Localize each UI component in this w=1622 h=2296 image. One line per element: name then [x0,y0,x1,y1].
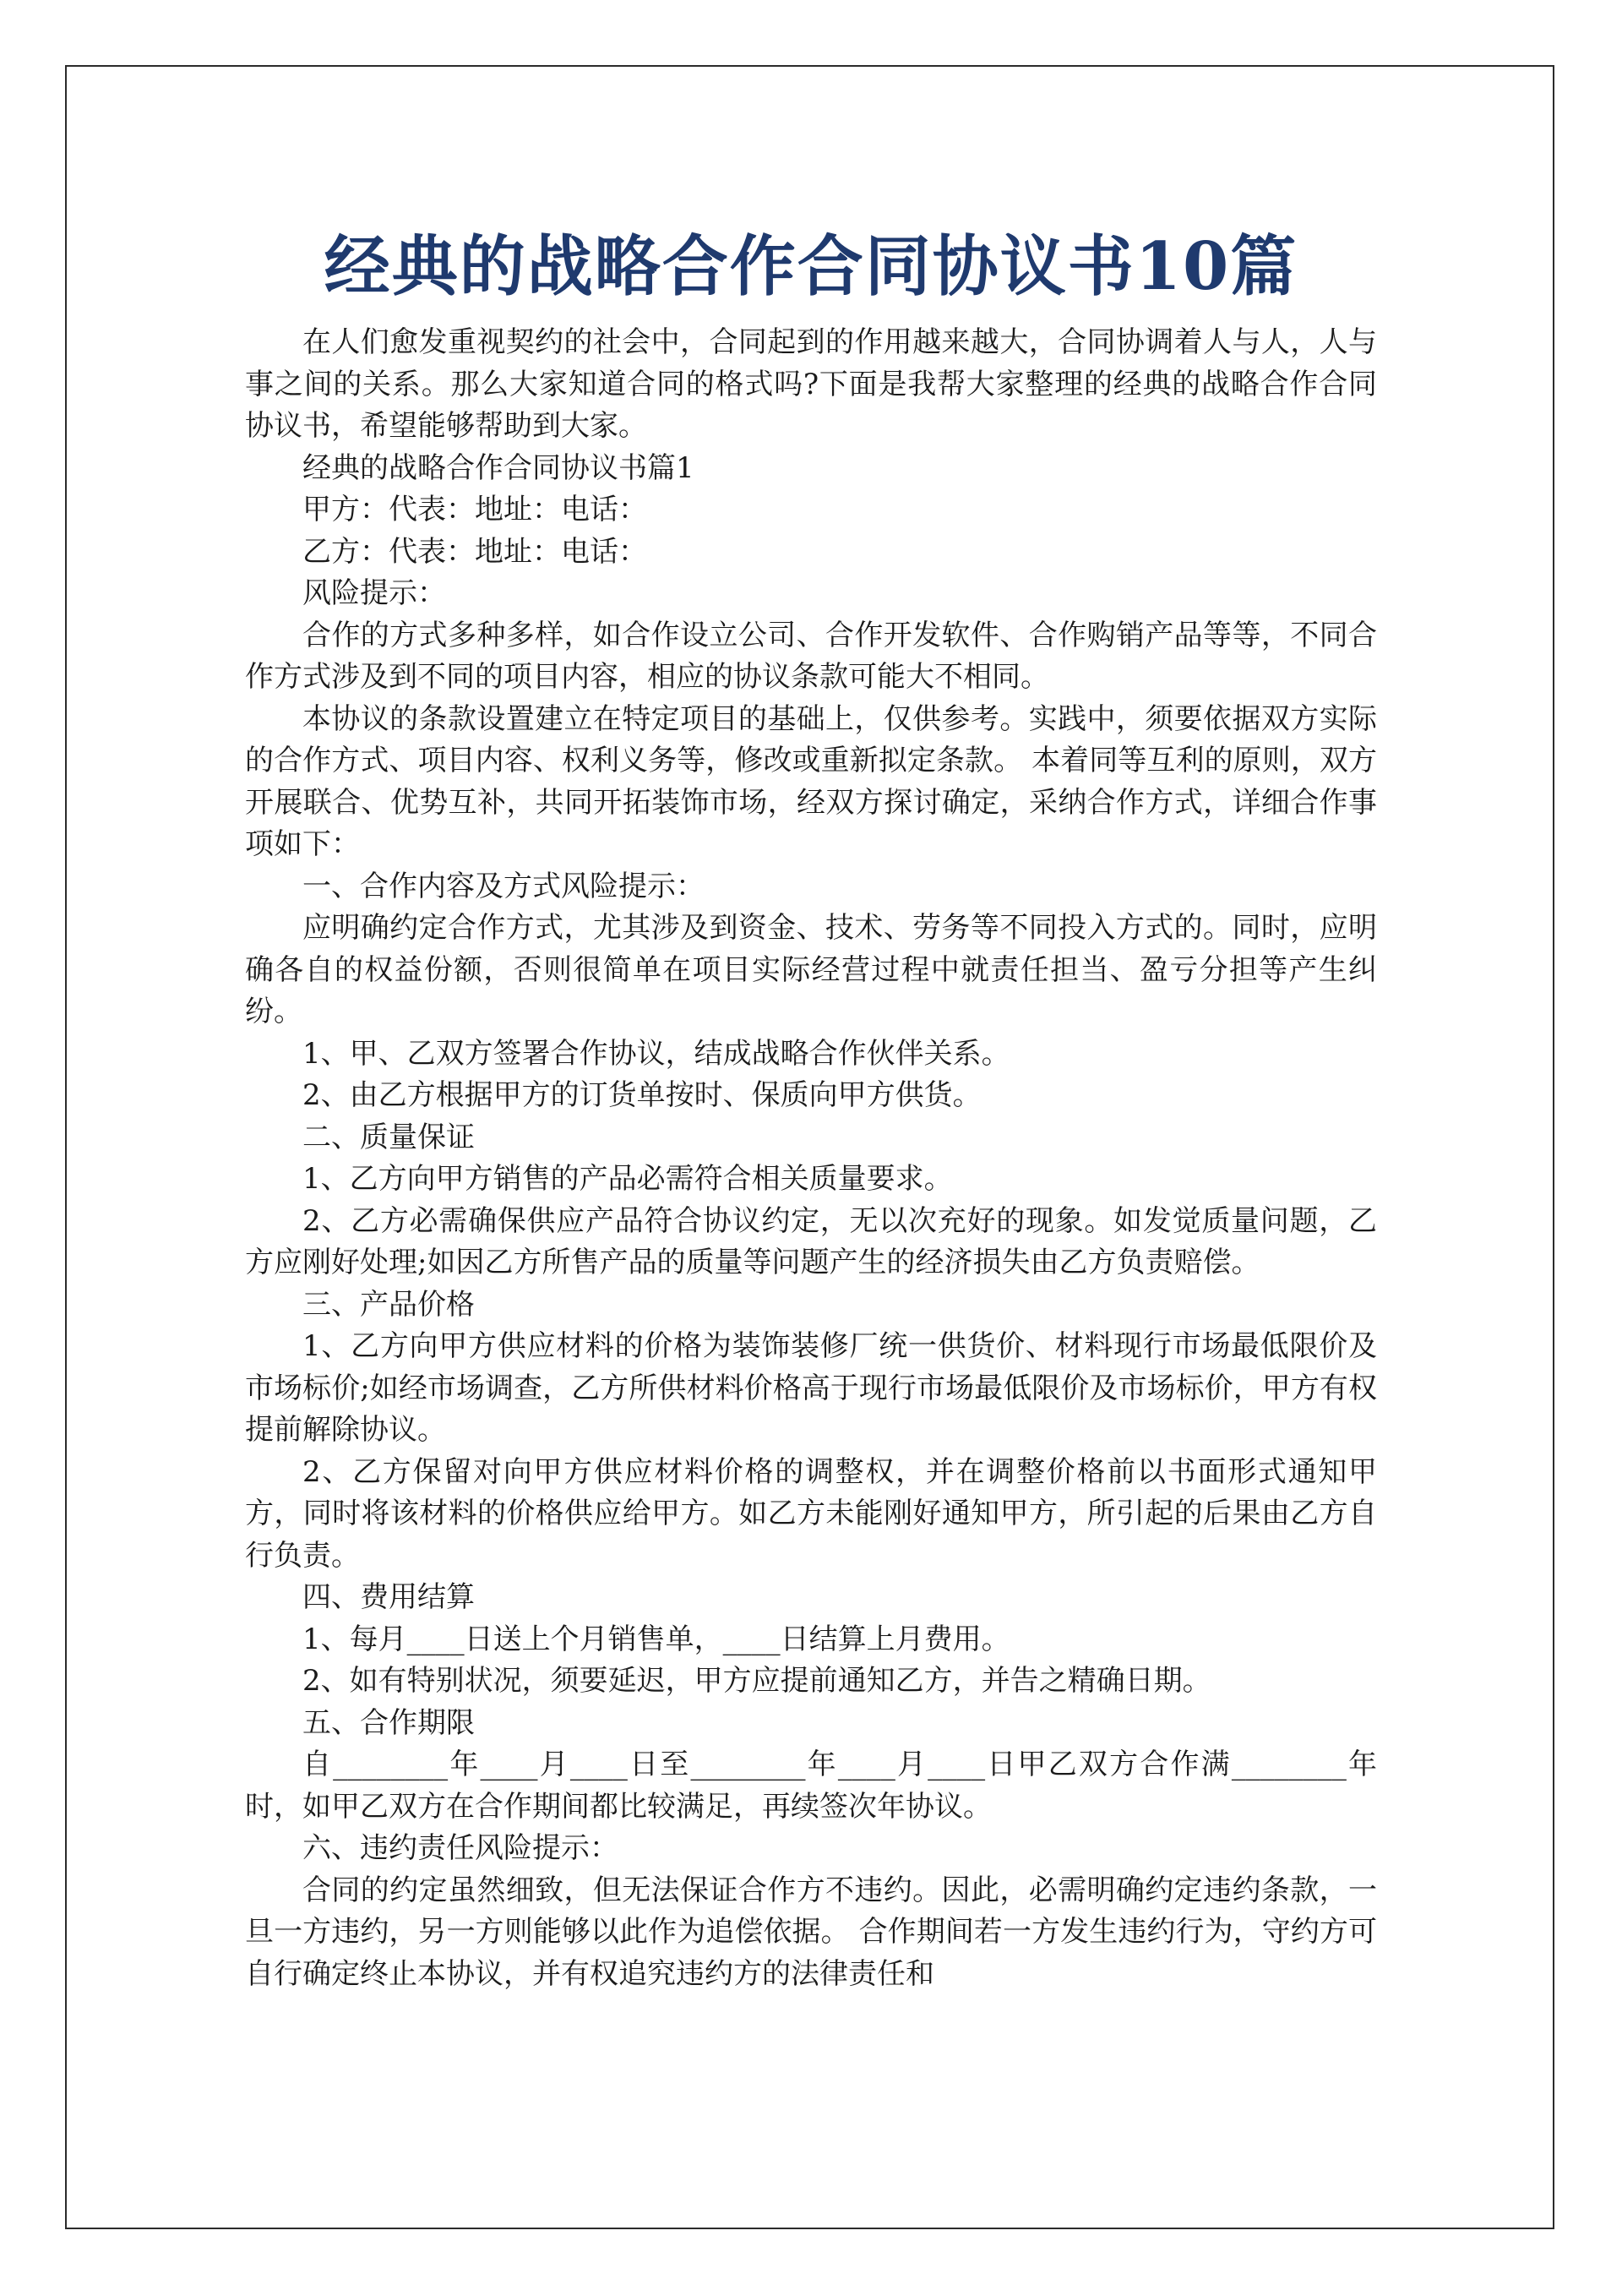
section-heading-3: 三、产品价格 [302,1287,475,1322]
document-body [245,322,1377,1995]
section-1-risk-paragraph: 应明确约定合作方式，尤其涉及到资金、技术、劳务等不同投入方式的。同时，应明确各自的权益份额，否则很简单在项目实际经营过程中就责任担当、盈亏分担等产生纠纷。 [245,911,1377,1028]
section-3-item-2: 2、乙方保留对向甲方供应材料价格的调整权，并在调整价格前以书面形式通知甲方，同时将该材料的价格供应给甲方。如乙方未能刚好通知甲方，所引起的后果由乙方自行负责。 [245,1454,1377,1573]
party-a-line: 甲方：代表：地址：电话： [302,493,647,526]
section-heading-5: 五、合作期限 [302,1705,475,1740]
section-heading-4: 四、费用结算 [302,1580,475,1614]
section-6-breach-paragraph: 合同的约定虽然细致，但无法保证合作方不违约。因此，必需明确约定违约条款，一旦一方违约，另一方则能够以此作为追偿依据。 合作期间若一方发生违约行为，守约方可自行确定终止本协议，并有权追究违约方的法律责任和 [245,1873,1377,1991]
clause-basis-paragraph: 本协议的条款设置建立在特定项目的基础上，仅供参考。实践中，须要依据双方实际的合作方式、项目内容、权利义务等，修改或重新拟定条款。 本着同等互利的原则，双方开展联合、优势互补，共同开拓装饰市场，经双方探讨确定，采纳合作方式，详细合作事项如下： [245,701,1377,861]
section-2-item-1: 1、乙方向甲方销售的产品必需符合相关质量要求。 [302,1162,953,1196]
section-2-item-2: 2、乙方必需确保供应产品符合协议约定，无以次充好的现象。如发觉质量问题，乙方应刚好处理;如因乙方所售产品的质量等问题产生的经济损失由乙方负责赔偿。 [245,1203,1377,1279]
section-heading-1: 一、合作内容及方式风险提示： [302,869,705,903]
section-5-term-paragraph: 自________年____月____日至________年____月____日甲乙双方合作满________年时，如甲乙双方在合作期间都比较满足，再续签次年协议。 [245,1748,1377,1824]
section-4-item-2: 2、如有特别状况，须要延迟，甲方应提前通知乙方，并告之精确日期。 [302,1664,1211,1698]
intro-paragraph: 在人们愈发重视契约的社会中，合同起到的作用越来越大，合同协调着人与人，人与事之间的关系。那么大家知道合同的格式吗?下面是我帮大家整理的经典的战略合作合同协议书，希望能够帮助到大家。 [245,325,1377,443]
section-1-item-1: 1、甲、乙双方签署合作协议，结成战略合作伙伴关系。 [302,1036,1010,1071]
cooperation-methods-paragraph: 合作的方式多种多样，如合作设立公司、合作开发软件、合作购销产品等等，不同合作方式涉及到不同的项目内容，相应的协议条款可能大不相同。 [245,618,1377,694]
section-4-item-1: 1、每月____日送上个月销售单，____日结算上月费用。 [302,1622,1010,1656]
section-3-item-1: 1、乙方向甲方供应材料的价格为装饰装修厂统一供货价、材料现行市场最低限价及市场标价;如经市场调查，乙方所供材料价格高于现行市场最低限价及市场标价，甲方有权提前解除协议。 [245,1329,1377,1447]
section-title-agreement-1: 经典的战略合作合同协议书篇1 [302,450,694,485]
section-heading-2: 二、质量保证 [302,1120,475,1154]
document-title: 经典的战略合作合同协议书10篇 [324,228,1298,306]
risk-notice-heading: 风险提示： [302,576,446,610]
section-heading-6: 六、违约责任风险提示： [302,1831,618,1865]
section-1-item-2: 2、由乙方根据甲方的订货单按时、保质向甲方供货。 [302,1078,982,1112]
party-b-line: 乙方：代表：地址：电话： [302,534,647,569]
